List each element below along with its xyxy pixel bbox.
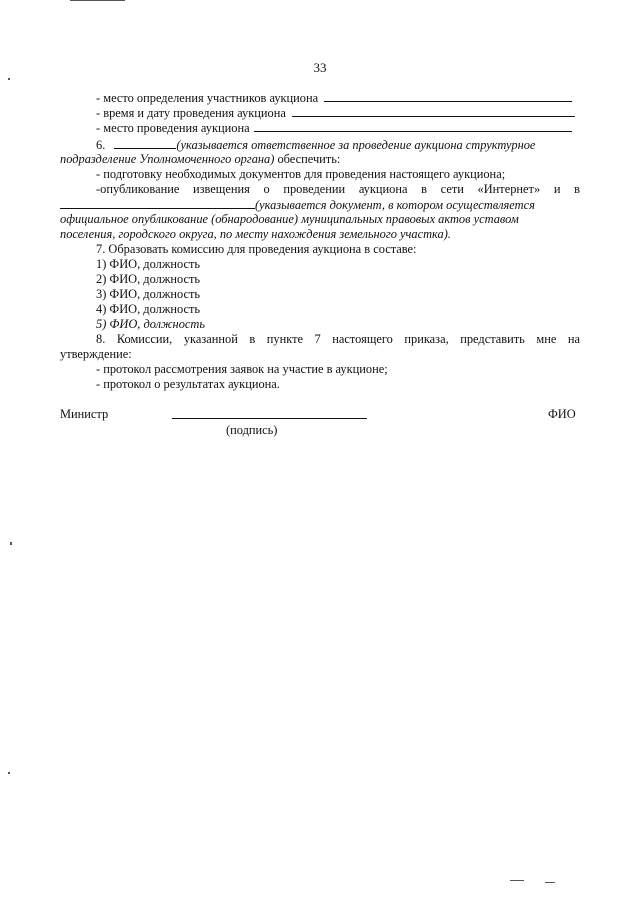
blank-field [292, 105, 575, 117]
w6: сети [440, 182, 464, 196]
w5: в [421, 182, 428, 196]
scan-mark-bottom-2 [545, 882, 555, 883]
member-3: 3) ФИО, должность [96, 287, 201, 301]
page-number: 33 [313, 60, 327, 75]
scan-mark-left-3 [8, 772, 10, 774]
scan-mark-left-2 [10, 542, 12, 545]
w0: -опубликование [96, 182, 180, 196]
line-auction-place [96, 120, 572, 135]
scan-mark-bottom [510, 880, 524, 881]
blank-field [324, 90, 572, 102]
signature-line [172, 406, 367, 419]
text: - место проведения аукциона [96, 121, 250, 135]
member-5: 5) ФИО, должность [96, 317, 205, 331]
blank-field [60, 197, 255, 209]
paragraph-number: 6. [96, 138, 106, 152]
line-auction-datetime [96, 105, 575, 120]
w9: в [574, 182, 580, 196]
signature-name: ФИО [548, 407, 576, 421]
member-2: 2) ФИО, должность [96, 272, 201, 286]
w7: «Интернет» [477, 182, 541, 196]
bullet-prepare-docs: - подготовку необходимых документов для проведения настоящего аукциона; [96, 167, 506, 181]
paragraph-8-line1: 8. Комиссии, указанной в пункте 7 настоящего приказа, представить мне на [96, 332, 580, 346]
text: - время и дату проведения аукциона [96, 106, 286, 120]
bullet-publish-line4: поселения, городского округа, по месту нахождения земельного участка). [60, 227, 451, 241]
blank-field [254, 120, 572, 132]
bullet-protocol-results: - протокол о результатах аукциона. [96, 377, 280, 391]
line-auction-participants [96, 90, 572, 105]
italic-note: (указывается документ, в котором осуществляется [255, 198, 535, 212]
italic-note: (указывается ответственное за проведение аукциона структурное [176, 138, 536, 152]
member-4: 4) ФИО, должность [96, 302, 201, 316]
text: - место определения участников аукциона [96, 91, 319, 105]
w1: извещения [192, 182, 250, 196]
scan-mark-left-1 [8, 78, 10, 80]
paragraph-6-line1 [96, 137, 535, 152]
member-1: 1) ФИО, должность [96, 257, 201, 271]
w4: аукциона [358, 182, 408, 196]
blank-field [114, 137, 176, 149]
bullet-publish-line3: официальное опубликование (обнародование) муниципальных правовых актов уставом [60, 212, 519, 226]
bullet-protocol-applications: - протокол рассмотрения заявок на участие в аукционе; [96, 362, 388, 376]
bullet-publish-line1 [96, 182, 580, 196]
signature-role: Министр [60, 407, 109, 421]
bullet-publish-line2 [60, 197, 535, 212]
paragraph-8-line2: утверждение: [60, 347, 132, 361]
text: обеспечить: [274, 152, 341, 166]
paragraph-7: 7. Образовать комиссию для проведения аукциона в составе: [96, 242, 417, 256]
paragraph-6-line2 [60, 152, 340, 166]
signature-caption: (подпись) [226, 423, 278, 437]
scan-mark-top [70, 0, 125, 1]
w2: о [263, 182, 270, 196]
italic-note: подразделение Уполномоченного органа) [60, 152, 275, 166]
w8: и [553, 182, 561, 196]
w3: проведении [283, 182, 346, 196]
